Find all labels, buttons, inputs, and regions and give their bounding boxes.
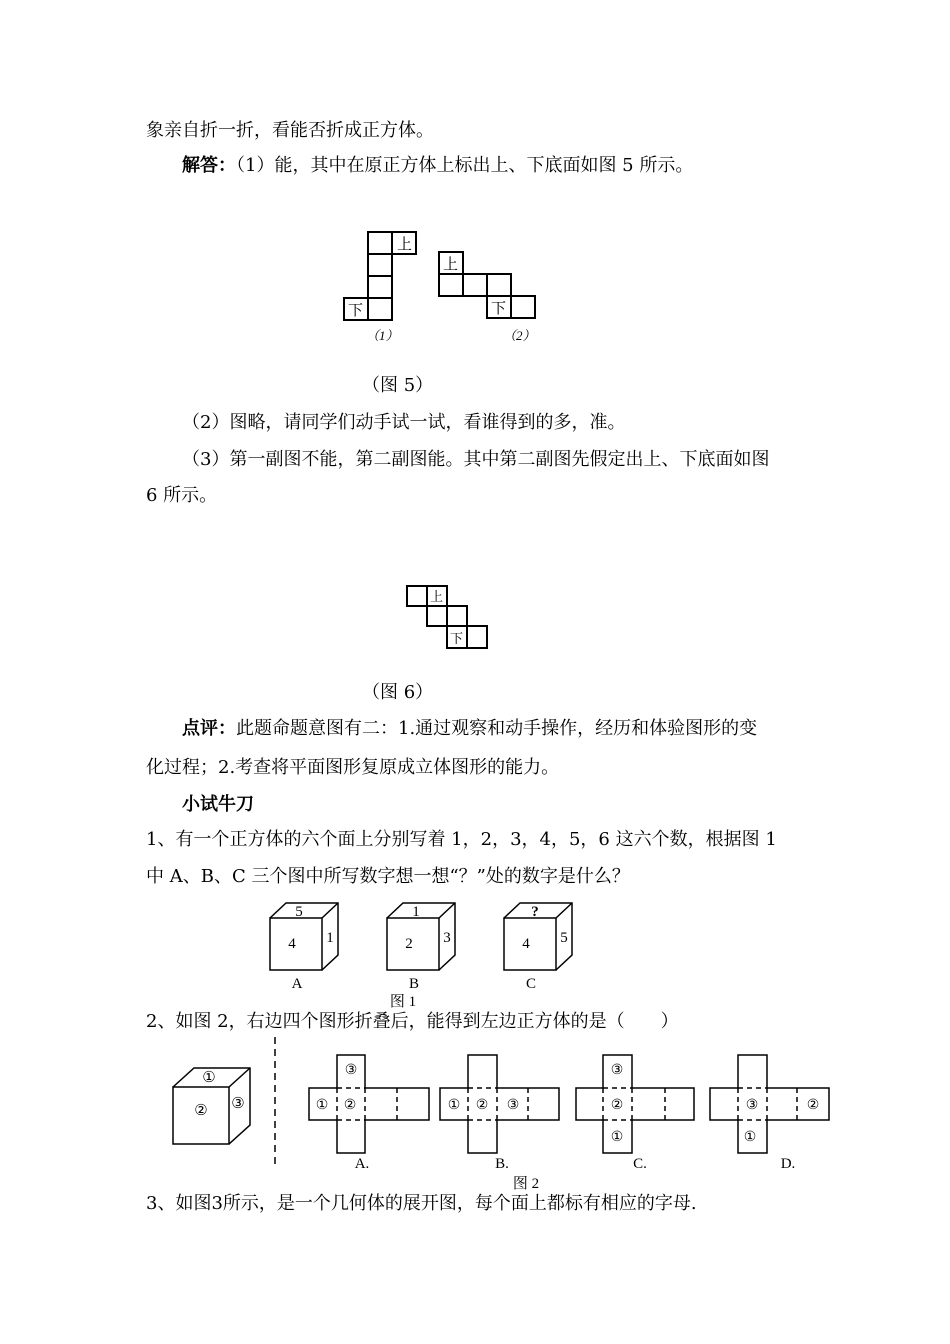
net-a-left: ① <box>315 1098 329 1113</box>
cube-b-side: 3 <box>443 930 451 946</box>
answer-label: 解答： <box>182 155 236 176</box>
text-line: 化过程；2.考查将平面图形复原成立体图形的能力。 <box>146 757 560 778</box>
top-face-label: 上 <box>430 589 444 604</box>
net-b-center: ② <box>475 1098 489 1113</box>
bottom-face-label: 下 <box>450 631 464 646</box>
comment-label: 点评： <box>182 718 236 739</box>
cube-front-face: ② <box>194 1103 208 1119</box>
question-3-line: 3、如图3所示，是一个几何体的展开图，每个面上都标有相应的字母. <box>146 1193 697 1214</box>
net-b-left: ① <box>447 1098 461 1113</box>
net-d-center: ③ <box>745 1098 759 1113</box>
net-a-letter: A. <box>354 1156 370 1172</box>
cube-a-side: 1 <box>326 930 334 946</box>
net-option-c <box>576 1055 694 1153</box>
cube-a-front: 4 <box>288 936 296 952</box>
text-line: （2）图略，请同学们动手试一试，看谁得到的多，准。 <box>182 412 626 433</box>
answer-text: （1）能，其中在原正方体上标出上、下底面如图 5 所示。 <box>236 155 694 176</box>
cube-c-top: ? <box>531 904 539 920</box>
cube-c-letter: C <box>525 976 537 992</box>
cube-b-front: 2 <box>405 936 413 952</box>
cube-b-top: 1 <box>412 904 420 920</box>
figure-6-caption: （图 6） <box>362 682 434 703</box>
cube-c-front: 4 <box>522 936 530 952</box>
figure-5-caption: （图 5） <box>362 375 434 396</box>
question-1-line: 1、有一个正方体的六个面上分别写着 1，2，3，4，5，6 这六个数，根据图 1 <box>146 829 777 850</box>
text-line: 象亲自折一折，看能否折成正方体。 <box>146 120 434 141</box>
comment-text: 此题命题意图有二：1.通过观察和动手操作，经历和体验图形的变 <box>236 718 758 739</box>
net-c-letter: C. <box>633 1156 647 1172</box>
net-b-right: ③ <box>506 1098 520 1113</box>
text-line: 6 所示。 <box>146 485 218 506</box>
bottom-face-label: 下 <box>348 303 364 319</box>
cube-a-letter: A <box>291 976 303 992</box>
net-c-up: ③ <box>610 1063 624 1078</box>
net-d-down: ① <box>743 1130 757 1145</box>
net-a-center: ② <box>343 1098 357 1113</box>
cube-side-face: ③ <box>231 1096 245 1112</box>
net-d-right: ② <box>806 1098 820 1113</box>
cube-top-face: ① <box>202 1070 216 1086</box>
figure-1-caption: 图 1 <box>389 994 417 1010</box>
net-a-up: ③ <box>344 1063 358 1078</box>
net-c-center: ② <box>610 1098 624 1113</box>
question-2-line: 2、如图 2，右边四个图形折叠后，能得到左边正方体的是（ ） <box>146 1011 679 1032</box>
net-b-letter: B. <box>495 1156 509 1172</box>
figure-2-caption: 图 2 <box>512 1176 540 1192</box>
top-face-label: 上 <box>443 257 459 273</box>
net-c-down: ① <box>610 1130 624 1145</box>
net-d-letter: D. <box>780 1156 796 1172</box>
cube-a-top: 5 <box>295 904 303 920</box>
cube-b-letter: B <box>408 976 420 992</box>
top-face-label: 上 <box>397 237 413 253</box>
question-1-line: 中 A、B、C 三个图中所写数字想一想“？”处的数字是什么？ <box>146 866 630 887</box>
sub-label-2: （2） <box>503 328 536 343</box>
sub-label-1: （1） <box>366 328 399 343</box>
section-title: 小试牛刀 <box>182 794 254 815</box>
cube-c-side: 5 <box>560 930 568 946</box>
bottom-face-label: 下 <box>491 301 507 317</box>
text-line: （3）第一副图不能，第二副图能。其中第二副图先假定出上、下底面如图 <box>182 449 770 470</box>
